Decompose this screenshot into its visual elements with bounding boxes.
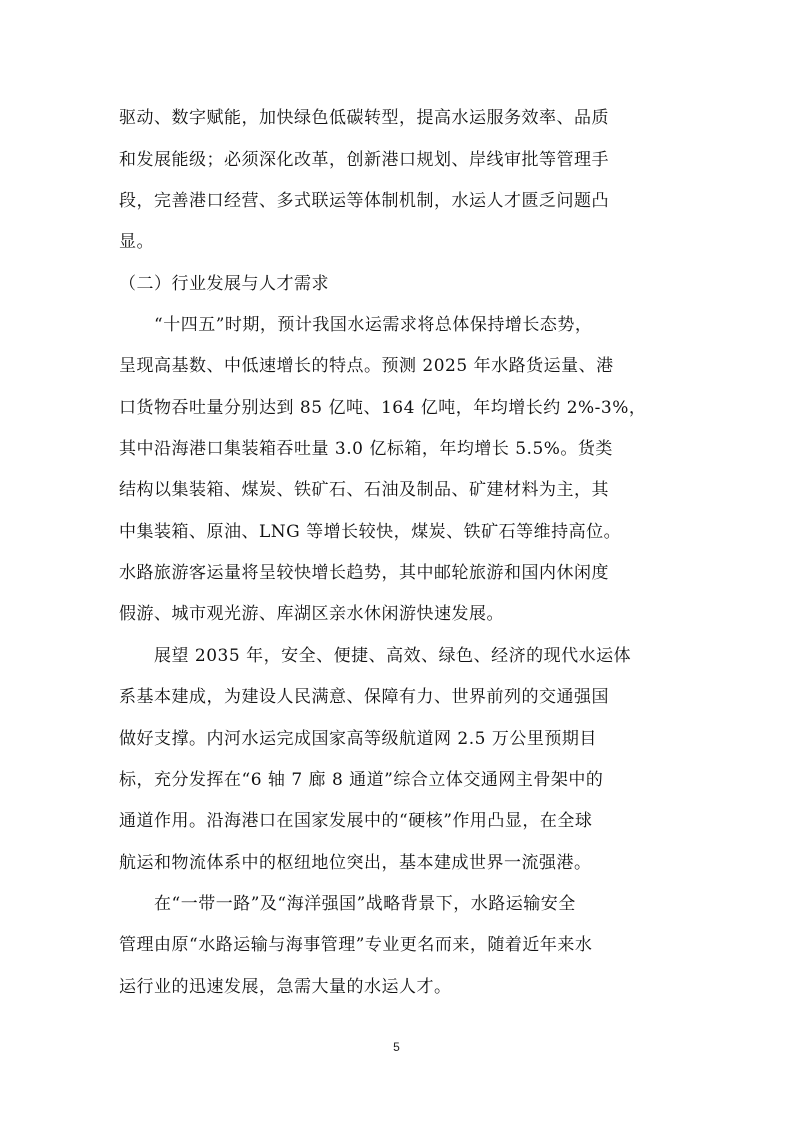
text-line: “十四五”时期，预计我国水运需求将总体保持增长态势，	[119, 315, 593, 335]
text-line: 口货物吞吐量分别达到 85 亿吨、164 亿吨，年均增长约 2%-3%，	[119, 398, 647, 418]
text-line: 显。	[119, 232, 154, 252]
text-line: 假游、城市观光游、库湖区亲水休闲游快速发展。	[119, 604, 504, 624]
page-number: 5	[393, 1040, 400, 1054]
text-line: 和发展能级；必须深化改革，创新港口规划、岸线审批等管理手	[119, 150, 609, 170]
text-line: 系基本建成，为建设人民满意、保障有力、世界前列的交通强国	[119, 687, 609, 707]
text-line: 呈现高基数、中低速增长的特点。预测 2025 年水路货运量、港	[119, 356, 614, 376]
text-line: 运行业的迅速发展，急需大量的水运人才。	[119, 977, 452, 997]
text-line: 标，充分发挥在“6 轴 7 廊 8 通道”综合立体交通网主骨架中的	[119, 770, 604, 790]
text-line: 结构以集装箱、煤炭、铁矿石、石油及制品、矿建材料为主，其	[119, 480, 609, 500]
text-line: 驱动、数字赋能，加快绿色低碳转型，提高水运服务效率、品质	[119, 108, 609, 128]
text-line: 段，完善港口经营、多式联运等体制机制，水运人才匮乏问题凸	[119, 191, 609, 211]
text-line: 航运和物流体系中的枢纽地位突出，基本建成世界一流强港。	[119, 853, 592, 873]
text-line: 中集装箱、原油、LNG 等增长较快，煤炭、铁矿石等维持高位。	[119, 522, 622, 542]
text-line: 做好支撑。内河水运完成国家高等级航道网 2.5 万公里预期目	[119, 729, 597, 749]
section-heading: （二）行业发展与人才需求	[119, 274, 329, 294]
text-line: 展望 2035 年，安全、便捷、高效、绿色、经济的现代水运体	[119, 646, 632, 666]
text-line: 在“一带一路”及“海洋强国”战略背景下，水路运输安全	[119, 894, 576, 914]
text-line: 管理由原“水路运输与海事管理”专业更名而来，随着近年来水	[119, 935, 593, 955]
text-line: 其中沿海港口集装箱吞吐量 3.0 亿标箱，年均增长 5.5%。货类	[119, 439, 613, 459]
text-line: 水路旅游客运量将呈较快增长趋势，其中邮轮旅游和国内休闲度	[119, 563, 609, 583]
text-line: 通道作用。沿海港口在国家发展中的“硬核”作用凸显，在全球	[119, 811, 593, 831]
